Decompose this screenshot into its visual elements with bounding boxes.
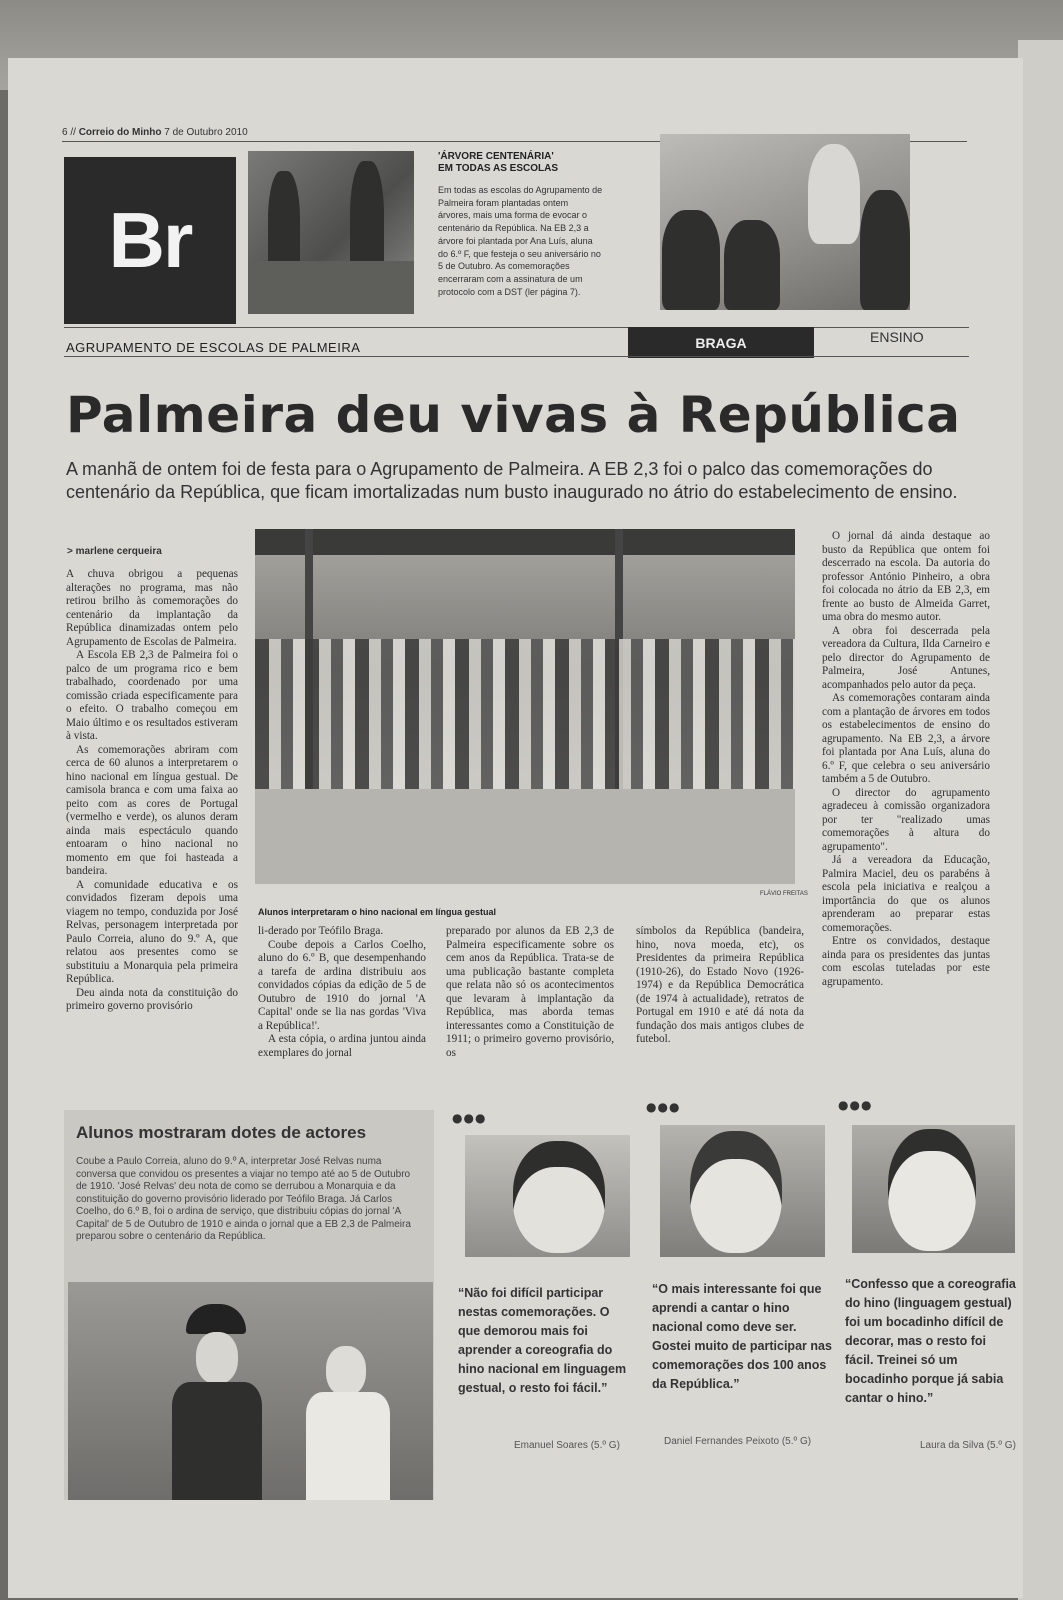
column1-paragraph: A comunidade educativa e os convidados fizeram depois uma viagem no tempo, conduzida por José Relvas, personagem interpretada por Paulo Correia, aluno do 9.º A, que relatou aos presentes como se substituiu a Monarquia pela primeira República. [66,878,238,985]
column5-paragraph: Entre os convidados, destaque ainda para os presidentes das juntas com escolas tuteladas por este agrupamento. [822,935,990,988]
sidebar-body: Em todas as escolas do Agrupamento de Palmeira foram plantadas ontem árvores, mais uma forma de evocar o centenário da República. Na EB 2,3 a árvore foi plantada por Ana Luís, aluna do 6.º F, que festeja o seu aniversário no 5 de Outubro. As comemorações encerraram com a assinatura de um protocolo com a DST (ler página 7). [438,185,603,297]
article-column-3 [446,925,614,1060]
next-page-edge [1018,40,1063,1600]
column5-paragraph: Já a vereadora da Educação, Palmira Maciel, deu os parabéns à escola pela iniciativa e realçou a importância do que os alunos aprenderam ao preparar estas comemorações. [822,854,990,934]
sidebar-heading [438,151,608,175]
quote-3-photo [852,1125,1015,1253]
quote-2-name: Daniel Fernandes Peixoto (5.º G) [664,1436,812,1447]
column2-paragraph: li-derado por Teófilo Braga. [258,925,384,937]
photo-caption: Alunos interpretaram o hino nacional em língua gestual [258,907,497,917]
column5-paragraph: O jornal dá ainda destaque ao busto da República que ontem foi descerrado na escola. Da autoria do professor António Pinheiro, a obra foi colocada no átrio da EB 2,3, em frente ao busto de Almeida Garret, uma obra do mesmo autor. [822,530,990,623]
column4-paragraph: símbolos da República (bandeira, hino, nova moeda, etc), os Presidentes da primeira República (1910-26), do Estado Novo (1926-1974) e da República Democrática (de 1974 à actualidade), retratos de Portugal em 1910 e até dá nota da fundação dos mais antigos clubes de futebol. [636,925,804,1045]
quote-1-name: Emanuel Soares (5.º G) [514,1440,620,1451]
byline: > marlene cerqueira [67,546,162,557]
article-column-4 [636,925,804,1047]
column1-paragraph: As comemorações abriram com cerca de 60 alunos a interpretarem o hino nacional em língua gestual. De camisola branca e com uma faixa ao peito com as cores de Portugal (vermelho e verde), os alunos deram ainda mais espectáculo quando entoaram o hino nacional no momento em que foi hasteada a bandeira. [66,743,238,877]
quote-2-photo [660,1125,825,1257]
photo-credit: FLÁVIO FREITAS [760,891,808,897]
quote-3-text: “Confesso que a coreografia do hino (linguagem gestual) foi um bocadinho difícil de decorar, mas o resto foi fácil. Treinei só um bocadinho porque já sabia cantar o hino.” [845,1277,1016,1405]
section-label: AGRUPAMENTO DE ESCOLAS DE PALMEIRA [66,340,361,355]
sidebar-heading-line1: 'ÁRVORE CENTENÁRIA' [438,151,554,162]
column3-paragraph: preparado por alunos da EB 2,3 de Palmeira especificamente sobre os cem anos da República. Trata-se de uma publicação bastante completa que relata não só os acontecimentos que levaram à implantação da República, mas aborda temas interessantes como a Constituição de 1911; o primeiro governo provisório, os [446,925,614,1059]
topic-tag: ENSINO [870,329,924,345]
column5-paragraph: As comemorações contaram ainda com a plantação de árvores em todos os estabelecimentos de ensino do agrupamento. Na EB 2,3, a árvore foi plantada por Ana Luís, aluna do 6.º F, que celebra o seu aniversário também a 5 de Outubro. [822,692,990,785]
column2-paragraph: Coube depois a Carlos Coelho, aluno do 6.º B, que desempenhando a tarefa de ardina distribuiu aos convidados cópias da edição de 5 de Outubro de 1910 do jornal 'A Capital' onde se lia nas gordas 'Viva a República!'. [258,938,426,1032]
column2-paragraph: A esta cópia, o ardina juntou ainda exemplares do jornal [258,1033,426,1059]
actors-photo [68,1282,433,1500]
quote-1-text: “Não foi difícil participar nestas comemorações. O que demorou mais foi aprender a coreografia do hino nacional em linguagem gestual, o resto foi fácil.” [458,1286,627,1395]
sidebar-heading-line2: EM TODAS AS ESCOLAS [438,163,559,174]
tree-planting-photo [248,151,414,314]
page-folio [62,127,248,138]
folio-date: 7 de Outubro 2010 [164,127,248,138]
box-body: Coube a Paulo Correia, aluno do 9.º A, interpretar José Relvas numa conversa que convidou os presentes a viajar no tempo até ao 5 de Outubro de 1910. 'José Relvas' deu nota de como se derrubou a Monarquia e da constituição do governo provisório liderado por Teófilo Braga. Já Carlos Coelho, do 6.º B, foi o ardina de serviço, que distribuiu cópias do jornal 'A Capital' de 5 de Outubro de 1910 e ainda o jornal que a EB 2,3 de Palmeira preparou sobre o centenário da República. [76,1156,411,1242]
quote-2-text: “O mais interessante foi que aprendi a cantar o hino nacional como deve ser. Gostei muito de participar nas comemorações dos 100 anos da República.” [652,1282,832,1391]
column1-paragraph: A chuva obrigou a pequenas alterações no programa, mas não retirou brilho às comemorações do centenário da implantação da República dinamizadas ontem pelo Agrupamento de Escolas de Palmeira. [66,568,238,648]
bust-unveiling-photo [660,134,910,310]
section-rule-bottom [64,356,969,357]
section-rule-top [64,327,969,328]
lede: A manhã de ontem foi de festa para o Agrupamento de Palmeira. A EB 2,3 foi o palco das comemorações do centenário da República, que ficam imortalizadas num busto inaugurado no átrio do estabelecimento de ensino. [66,459,958,502]
quote-1-dots: ●●● [452,1111,487,1125]
region-tag: BRAGA [628,327,814,358]
quote-3-name: Laura da Silva (5.º G) [920,1440,1016,1451]
headline: Palmeira deu vivas à República [66,386,961,444]
main-photo [255,529,795,884]
article-column-5 [822,530,990,989]
article-column-1 [66,568,238,1014]
folio-paper: Correio do Minho [78,127,162,138]
column1-paragraph: A Escola EB 2,3 de Palmeira foi o palco de um programa rico e bem trabalhado, coordenado por uma comissão criada especificamente para o efeito. O trabalho começou em Maio último e os resultados estiveram à vista. [66,649,238,742]
box-title: Alunos mostraram dotes de actores [76,1123,367,1142]
column5-paragraph: A obra foi descerrada pela vereadora da Cultura, Ilda Carneiro e pelo director do Agrupamento de Palmeira, José Antunes, acompanhados pelo autor da peça. [822,624,990,691]
column5-paragraph: O director do agrupamento agradeceu à comissão organizadora por ter "realizado umas comemorações à altura do agrupamento". [822,786,990,853]
folio-page: 6 // [62,127,76,138]
column1-paragraph: Deu ainda nota da constituição do primeiro governo provisório [66,986,238,1012]
quote-1-photo [465,1135,630,1257]
quote-3-dots: ●●● [838,1098,873,1112]
section-logo: Br [64,157,236,324]
quote-2-dots: ●●● [646,1100,681,1114]
article-column-2 [258,925,426,1060]
